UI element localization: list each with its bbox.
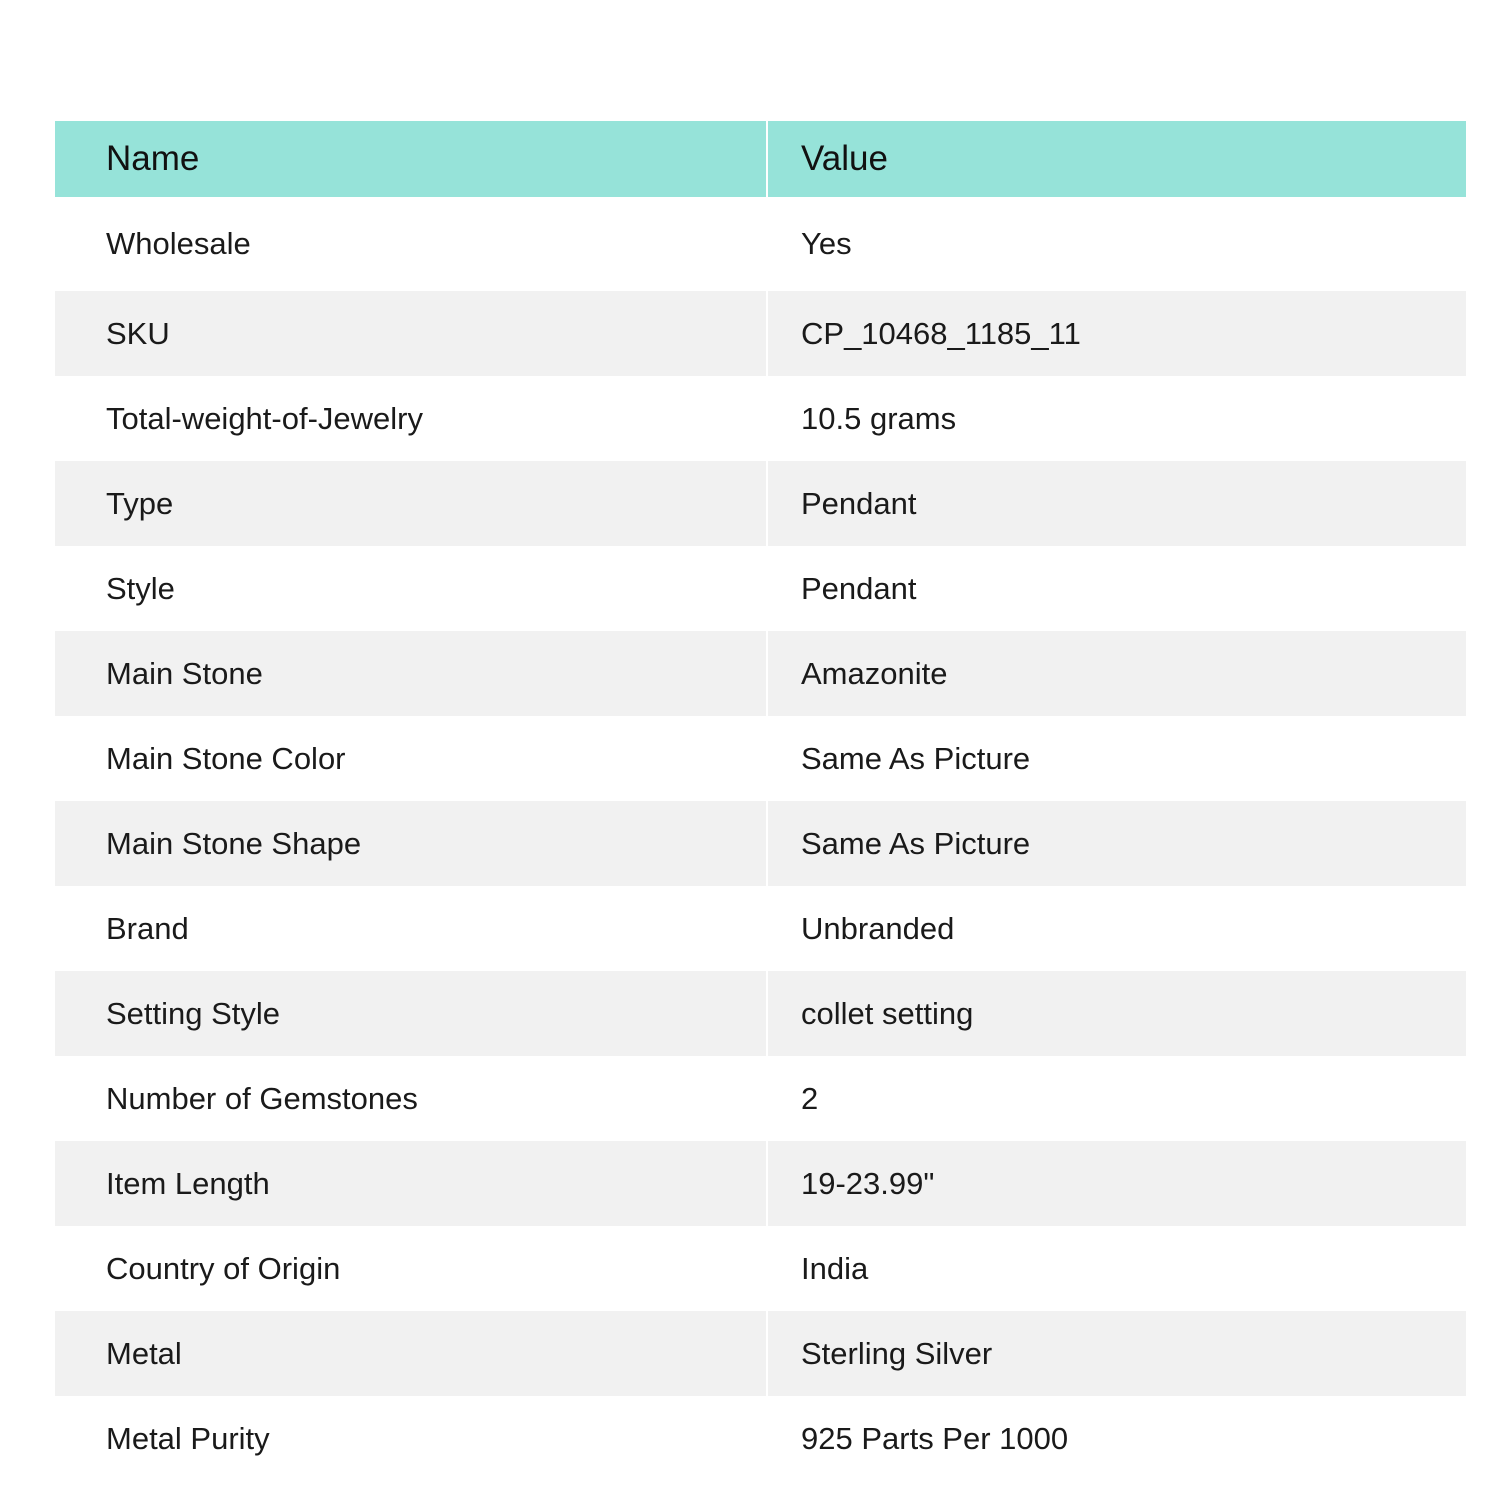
row-value-cell: CP_10468_1185_11: [768, 291, 1466, 376]
column-header-value: Value: [768, 121, 1466, 197]
table-row: [55, 461, 1466, 546]
row-name-cell: Metal: [55, 1311, 766, 1396]
table-row: [55, 631, 1466, 716]
row-value-cell: 2: [801, 1080, 819, 1116]
row-value-cell: India: [801, 1250, 869, 1286]
row-value-cell: Pendant: [768, 461, 1466, 546]
row-name-cell: SKU: [55, 291, 766, 376]
row-name-cell: Country of Origin: [106, 1250, 341, 1286]
table-row: [55, 291, 1466, 376]
row-name-cell: Main Stone Shape: [55, 801, 766, 886]
row-name-cell: Wholesale: [106, 226, 251, 261]
row-name-cell: Main Stone: [55, 631, 766, 716]
table-body: [55, 197, 1466, 1481]
table-row: [55, 1141, 1466, 1226]
table-row: [55, 971, 1466, 1056]
row-name-cell: Item Length: [55, 1141, 766, 1226]
row-name-cell: Main Stone Color: [106, 740, 346, 776]
row-name-cell: Brand: [106, 910, 189, 946]
column-header-name: Name: [55, 121, 766, 197]
table-row: [55, 801, 1466, 886]
row-value-cell: Same As Picture: [801, 740, 1031, 776]
table-row: [55, 1226, 1466, 1311]
row-value-cell: 19-23.99": [768, 1141, 1466, 1226]
row-value-cell: Pendant: [801, 570, 917, 606]
row-value-cell: Same As Picture: [768, 801, 1466, 886]
table-row: [55, 1396, 1466, 1481]
row-name-cell: Number of Gemstones: [106, 1080, 418, 1116]
row-value-cell: Sterling Silver: [768, 1311, 1466, 1396]
row-value-cell: 925 Parts Per 1000: [801, 1420, 1069, 1456]
row-name-cell: Total-weight-of-Jewelry: [106, 400, 423, 436]
row-value-cell: Unbranded: [801, 910, 955, 946]
table-row: [55, 886, 1466, 971]
table-row: [55, 197, 1466, 291]
table-header-row: [55, 121, 1466, 197]
row-name-cell: Type: [55, 461, 766, 546]
row-value-cell: 10.5 grams: [801, 400, 957, 436]
row-value-cell: collet setting: [768, 971, 1466, 1056]
row-name-cell: Style: [106, 570, 175, 606]
spec-table: [55, 121, 1466, 1481]
row-name-cell: Metal Purity: [106, 1420, 270, 1456]
row-value-cell: Yes: [801, 226, 852, 261]
table-row: [55, 1311, 1466, 1396]
row-value-cell: Amazonite: [768, 631, 1466, 716]
row-name-cell: Setting Style: [55, 971, 766, 1056]
table-row: [55, 546, 1466, 631]
table-row: [55, 1056, 1466, 1141]
table-row: [55, 376, 1466, 461]
table-row: [55, 716, 1466, 801]
